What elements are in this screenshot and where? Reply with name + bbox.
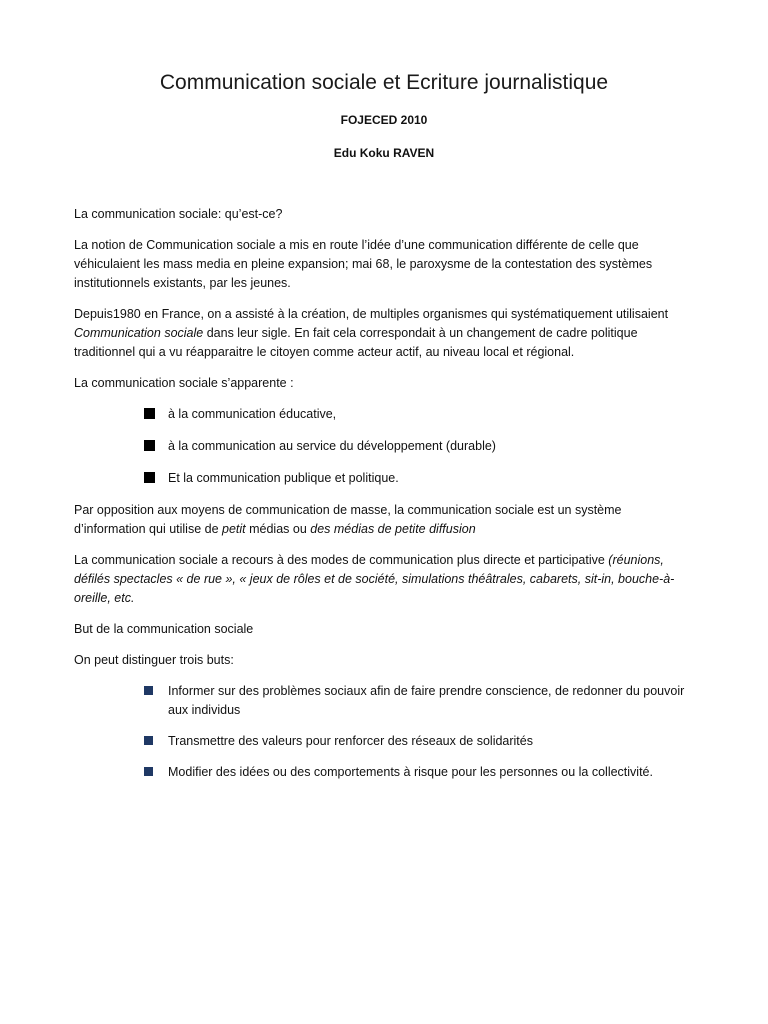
list-item [144, 469, 694, 488]
list-item [144, 763, 694, 782]
paragraph-history [74, 305, 694, 362]
paragraph-modes-emphasis: (réunions, défilés spectacles « de rue », « jeux de rôles et de société, simulations théâtrales, cabarets, sit-in, bouche-à-oreille, etc. [74, 553, 675, 605]
paragraph-history-emphasis: Communication sociale [74, 326, 204, 340]
square-bullet-icon [144, 686, 153, 695]
event-name: FOJECED 2010 [340, 113, 428, 127]
paragraph-opposition-part1: Par opposition aux moyens de communication de masse, la communication sociale est un système d’information qui utilise de [74, 503, 622, 536]
list-item-text: Transmettre des valeurs pour renforcer des réseaux de solidarités [168, 734, 533, 748]
list-item-text: Modifier des idées ou des comportements à risque pour les personnes ou la collectivité. [168, 765, 653, 779]
section-question: La communication sociale: qu’est-ce? [74, 207, 283, 221]
list-item [144, 405, 694, 424]
paragraph-opposition [74, 501, 694, 539]
list-item-text: à la communication au service du développement (durable) [168, 439, 496, 453]
paragraph-notion: La notion de Communication sociale a mis en route l’idée d’une communication différente de celle que véhiculaient les mass media en pleine expansion; mai 68, le paroxysme de la contestation des systèmes institutionnels existants, par les jeunes. [74, 238, 653, 290]
paragraph-opposition-emphasis2: des médias de petite diffusion [310, 522, 476, 536]
list-item-text: à la communication éducative, [168, 407, 337, 421]
list-item-text: Et la communication publique et politique. [168, 471, 399, 485]
list-item [144, 437, 694, 456]
list-item [144, 682, 694, 720]
square-bullet-icon [144, 736, 153, 745]
square-bullet-icon [144, 440, 155, 451]
paragraph-trois-buts: On peut distinguer trois buts: [74, 653, 234, 667]
square-bullet-icon [144, 767, 153, 776]
list-buts [74, 682, 694, 782]
square-bullet-icon [144, 408, 155, 419]
author-name: Edu Koku RAVEN [333, 146, 435, 160]
paragraph-modes [74, 551, 694, 608]
document-body [74, 205, 694, 794]
list-item-text: Informer sur des problèmes sociaux afin de faire prendre conscience, de redonner du pouvoir aux individus [168, 684, 685, 717]
list-item [144, 732, 694, 751]
list-apparente [74, 405, 694, 488]
paragraph-opposition-part2: médias ou [245, 522, 311, 536]
document-title: Communication sociale et Ecriture journalistique [159, 71, 609, 94]
section-heading-but: But de la communication sociale [74, 622, 254, 636]
paragraph-modes-part1: La communication sociale a recours à des modes de communication plus directe et participative [74, 553, 609, 567]
paragraph-history-part1: Depuis1980 en France, on a assisté à la création, de multiples organismes qui systématiquement utilisaient [74, 307, 669, 321]
square-bullet-icon [144, 472, 155, 483]
paragraph-opposition-emphasis1: petit [222, 522, 246, 536]
paragraph-apparente: La communication sociale s’apparente : [74, 376, 294, 390]
paragraph-history-part2: dans leur sigle. En fait cela correspondait à un changement de cadre politique traditionnel qui a vu réapparaitre le citoyen comme acteur actif, au niveau local et régional. [74, 326, 638, 359]
